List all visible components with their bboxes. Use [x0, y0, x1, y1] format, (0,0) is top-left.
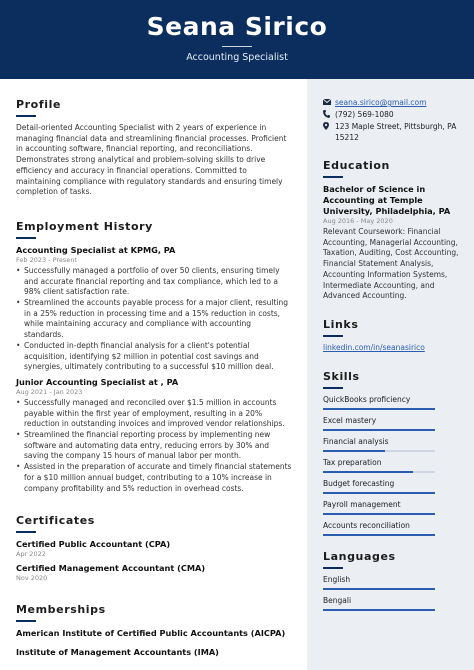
section-heading-memberships: Memberships: [16, 603, 106, 617]
section-divider: [16, 620, 36, 622]
header-divider: [222, 46, 252, 47]
skills-list: [323, 395, 463, 536]
level-bar-fill: [323, 513, 435, 515]
envelope-icon: [323, 98, 335, 109]
section-heading-certificates: Certificates: [16, 514, 95, 528]
level-bar-fill: [323, 471, 413, 473]
level-bar-fill: [323, 534, 435, 536]
memberships-section: [16, 603, 292, 658]
certificates-section: [16, 514, 292, 583]
level-bar: [323, 492, 435, 494]
level-bar: [323, 471, 435, 473]
job-bullets: [16, 398, 292, 494]
section-heading-profile: Profile: [16, 98, 62, 111]
certificate-item: [16, 563, 292, 583]
skill-item: [323, 437, 463, 452]
degree-title: Bachelor of Science in Accounting at Temple University, Philadelphia, PA: [323, 184, 451, 216]
education-date: Aug 2016 - May 2020: [323, 217, 393, 225]
certificate-date: Apr 2022: [16, 550, 46, 559]
section-divider: [323, 176, 343, 178]
job-entry: [16, 377, 292, 494]
email-link[interactable]: seana.sirico@gmail.com: [335, 98, 427, 107]
level-bar: [323, 588, 435, 590]
section-divider: [323, 387, 343, 389]
section-heading-links: Links: [323, 317, 359, 331]
job-entry: [16, 245, 292, 373]
skill-item: [323, 416, 463, 431]
list-item: • Successfully managed and reconciled over $1.5 million in accounts payable within the first year of employment, resulting in a 20% reduction in outstanding invoices and improved vendor relationships.: [16, 398, 292, 430]
main-column: [16, 98, 292, 658]
certificate-item: [16, 539, 292, 559]
education-section: [323, 159, 463, 302]
level-bar-fill: [323, 429, 435, 431]
skill-item: [323, 500, 463, 515]
skill-item: [323, 479, 463, 494]
level-bar-fill: [323, 492, 435, 494]
level-bar: [323, 534, 435, 536]
section-divider: [16, 237, 36, 239]
contact-phone-row: [323, 110, 463, 122]
job-bullets: [16, 266, 292, 373]
list-item: • Successfully managed a portfolio of over 50 clients, ensuring timely and accurate financial reporting and tax compliance, which led to a 98% client satisfaction rate.: [16, 266, 292, 298]
certificate-name: Certified Public Accountant (CPA): [16, 539, 171, 550]
section-divider: [16, 115, 36, 117]
section-heading-employment: Employment History: [16, 219, 153, 233]
level-bar: [323, 429, 435, 431]
job-title: Accounting Specialist at KPMG, PA: [16, 244, 176, 255]
address-text: 123 Maple Street, Pittsburgh, PA 15212: [335, 122, 457, 142]
resume-header: [0, 0, 474, 79]
location-pin-icon: [323, 122, 335, 134]
skills-section: [323, 370, 463, 536]
candidate-title: Accounting Specialist: [186, 52, 288, 63]
job-date: Feb 2023 - Present: [16, 255, 77, 264]
level-bar: [323, 408, 435, 410]
profile-text: Detail-oriented Accounting Specialist with 2 years of experience in managing financial data and streamlining financial processes. Proficient in accounting software, financial reporting, and reconciliations. Demonstrates strong analytical and problem-solving skills to drive efficiency and accuracy in financial operations. Committed to maintaining compliance with regulatory standards and ensuring timely completion of tasks.: [16, 123, 287, 197]
skill-label: Accounts reconciliation: [323, 520, 410, 530]
section-divider: [323, 335, 343, 337]
skill-label: Financial analysis: [323, 436, 389, 446]
phone-icon: [323, 110, 335, 122]
level-bar-fill: [323, 609, 435, 611]
skill-label: QuickBooks proficiency: [323, 394, 411, 404]
skill-label: Excel mastery: [323, 415, 377, 425]
certificate-date: Nov 2020: [16, 574, 48, 583]
linkedin-link[interactable]: linkedin.com/in/seanasirico: [323, 342, 425, 352]
skill-label: Payroll management: [323, 499, 401, 509]
membership-item: Institute of Management Accountants (IMA): [16, 647, 219, 658]
section-heading-skills: Skills: [323, 369, 360, 383]
coursework-text: Relevant Coursework: Financial Accounting, Managerial Accounting, Taxation, Auditing, Cost Accounting, Financial Statement Analysis, Accounting Information Systems, Intermediate Accounting, and Advanced Accounting.: [323, 227, 459, 301]
level-bar-fill: [323, 450, 385, 452]
list-item: • Assisted in the preparation of accurate and timely financial statements for a $10 million annual budget, contributing to a 10% increase in company profitability and 5% reduction in overhead costs.: [16, 462, 292, 494]
skill-label: Budget forecasting: [323, 478, 395, 488]
skill-item: [323, 521, 463, 536]
level-bar: [323, 450, 435, 452]
language-label: Bengali: [323, 595, 352, 605]
language-label: English: [323, 574, 351, 584]
section-divider: [323, 567, 343, 569]
employment-section: [16, 220, 292, 494]
level-bar: [323, 513, 435, 515]
language-item: [323, 596, 463, 611]
contact-section: [323, 98, 463, 143]
section-heading-languages: Languages: [323, 549, 396, 563]
phone-number: (792) 569-1080: [335, 109, 394, 119]
skill-label: Tax preparation: [323, 457, 382, 467]
links-section: [323, 318, 463, 354]
section-heading-education: Education: [323, 159, 390, 172]
profile-section: [16, 98, 292, 198]
job-title: Junior Accounting Specialist at , PA: [16, 376, 179, 387]
certificate-name: Certified Management Accountant (CMA): [16, 563, 206, 574]
skill-item: [323, 458, 463, 473]
level-bar-fill: [323, 408, 435, 410]
section-divider: [16, 531, 36, 533]
list-item: • Conducted in-depth financial analysis for a client's potential acquisition, identifying $2 million in potential cost savings and synergies, ultimately contributing to a successful $10 million deal.: [16, 341, 292, 373]
contact-address-row: [323, 122, 463, 143]
languages-section: [323, 550, 463, 611]
contact-email-row: [323, 98, 463, 109]
list-item: • Streamlined the accounts payable process for a major client, resulting in a 25% reduction in processing time and a 15% reduction in costs, while maintaining accuracy and compliance with accounting standards.: [16, 298, 292, 341]
sidebar-column: [323, 98, 463, 617]
level-bar: [323, 609, 435, 611]
language-item: [323, 575, 463, 590]
languages-list: [323, 575, 463, 611]
job-date: Aug 2021 - Jan 2023: [16, 387, 83, 396]
level-bar-fill: [323, 588, 435, 590]
membership-item: American Institute of Certified Public Accountants (AICPA): [16, 628, 286, 639]
list-item: • Streamlined the financial reporting process by implementing new software and automating data entry, reducing errors by 30% and saving the company 15 hours of manual labor per month.: [16, 430, 292, 462]
candidate-name: Seana Sirico: [146, 12, 328, 41]
skill-item: [323, 395, 463, 410]
